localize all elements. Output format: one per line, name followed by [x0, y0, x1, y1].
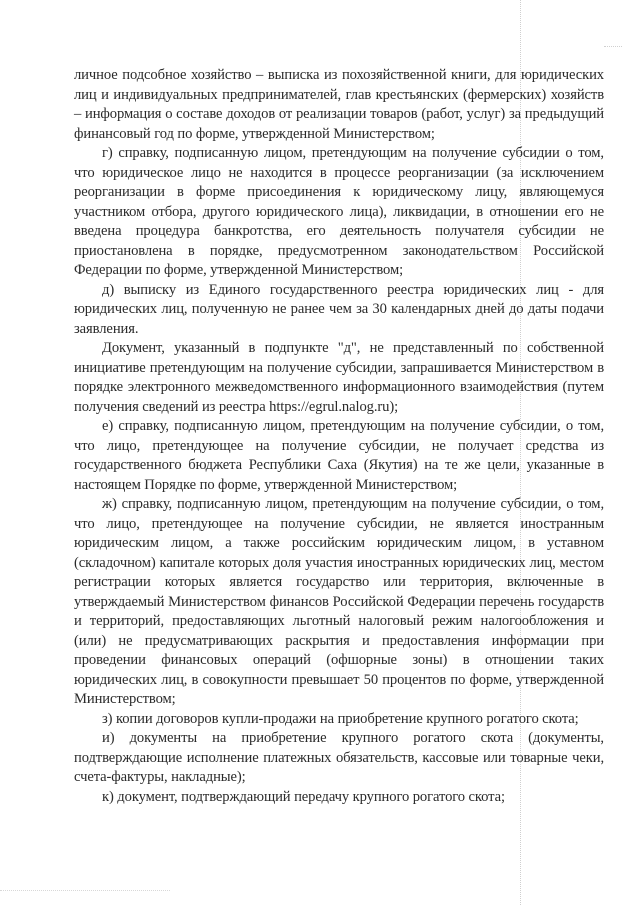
paragraph-household-plot: личное подсобное хозяйство – выписка из похозяйственной книги, для юридических лиц и индивидуальных предпринимателей, глав крестьянских (фермерских) хозяйств – информация о составе доходов от реализации товаров (работ, услуг) за предыдущий финансовый год по форме, утвержденной Министерством; — [74, 67, 604, 142]
paragraph-item-k: к) документ, подтверждающий передачу крупного рогатого скота; — [102, 788, 505, 805]
paragraph-item-zh: ж) справку, подписанную лицом, претендующим на получение субсидии, о том, что лицо, претендующее на получение субсидии, не является иностранным юридическим лицом, а также российским юридическим лицом, в уставном (складочном) капитале которых доля участия иностранных юридических лиц, местом регистрации которых является государство или территория, включенные в утверждаемый Министерством финансов Российской Федерации перечень государств и территорий, предоставляющих льготный налоговый режим налогообложения и (или) не предусматривающих раскрытия и предоставления информации при проведении финансовых операций (офшорные зоны) в отношении таких юридических лиц, в совокупности превышает 50 процентов по форме, утвержденной Министерством; — [74, 496, 604, 707]
scan-corner-mark — [604, 46, 622, 47]
paragraph-document-request: Документ, указанный в подпункте "д", не представленный по собственной инициативе претендующим на получение субсидии, запрашивается Министерством в порядке электронного межведомственного информационного взаимодействия (путем получения сведений из реестра https://egrul.nalog.ru); — [74, 340, 604, 415]
paragraph-item-g: г) справку, подписанную лицом, претендующим на получение субсидии о том, что юридическое лицо не находится в процессе реорганизации (за исключением реорганизации в форме присоединения к юридическому лицу, являющемуся участником отбора, другого юридического лица), ликвидации, в отношении его не введена процедура банкротства, его деятельность получателя субсидии не приостановлена в порядке, предусмотренном законодательством Российской Федерации по форме, утвержденной Министерством; — [74, 145, 604, 278]
paragraph-item-i: и) документы на приобретение крупного рогатого скота (документы, подтверждающие исполнение платежных обязательств, кассовые или товарные чеки, счета-фактуры, накладные); — [74, 730, 604, 785]
paragraph-item-d: д) выписку из Единого государственного реестра юридических лиц - для юридических лиц, полученную не ранее чем за 30 календарных дней до даты подачи заявления. — [74, 281, 604, 337]
scan-bottom-rule — [0, 890, 170, 891]
paragraph-item-z: з) копии договоров купли-продажи на приобретение крупного рогатого скота; — [102, 710, 579, 727]
document-body — [74, 66, 604, 807]
paragraph-item-e: е) справку, подписанную лицом, претендующим на получение субсидии, о том, что лицо, претендующее на получение субсидии, не получает средства из государственного бюджета Республики Саха (Якутия) на те же цели, указанные в настоящем Порядке по форме, утвержденной Министерством; — [74, 418, 604, 493]
